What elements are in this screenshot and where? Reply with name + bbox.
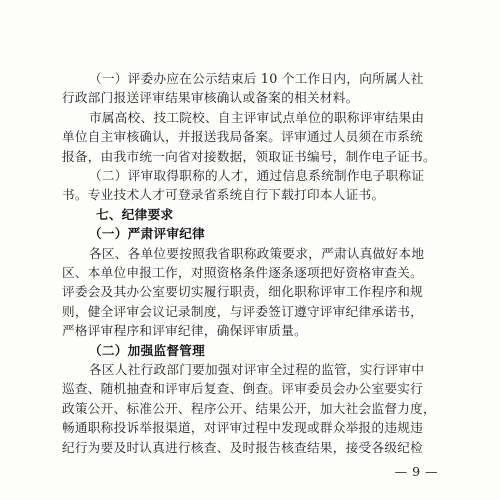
- subsection-heading-supervision: （二）加强监督管理: [89, 342, 206, 358]
- page-number: — 9 —: [394, 464, 438, 479]
- text-line: 纪行为要及时认真进行核查、及时报告核查结果，接受各级纪检: [62, 439, 424, 455]
- text-line: （二）评审取得职称的人才，通过信息系统制作电子职称证: [89, 168, 425, 183]
- text-line: 市属高校、技工院校、自主评审试点单位的职称评审结果由: [89, 109, 425, 125]
- text-line: 政策公开、标准公开、程序公开、结果公开，加大社会监督力度，: [62, 400, 436, 416]
- text-line: 书。专业技术人才可登录省系统自行下载打印本人证书。: [62, 187, 385, 203]
- text-line: 畅通职称投诉举报渠道，对评审过程中发现或群众举报的违规违: [62, 420, 424, 436]
- text-line: 单位自主审核确认，并报送我局备案。评审通过人员须在市系统: [62, 129, 424, 145]
- subsection-heading-review-discipline: （一）严肃评审纪律: [89, 226, 206, 242]
- text-line: 各区人社行政部门要加强对评审全过程的监管，实行评审中: [89, 362, 425, 377]
- text-line: 各区、各单位要按照我省职称政策要求，严肃认真做好本地: [89, 245, 425, 261]
- text-line: 报备，由我市统一向省对接数据，领取证书编号，制作电子证书。: [62, 148, 436, 164]
- text-line: 严格评审程序和评审纪律，确保评审质量。: [62, 323, 307, 339]
- section-heading-discipline: 七、纪律要求: [96, 206, 174, 222]
- text-line: 区、本单位申报工作，对照资格条件逐条逐项把好资格审查关。: [62, 265, 424, 280]
- text-line: 行政部门报送评审结果审核确认或备案的相关材料。: [62, 90, 359, 106]
- text-line: 巡查、随机抽查和评审后复查、倒查。评审委员会办公室要实行: [62, 381, 424, 397]
- text-line: 则，健全评审会议记录制度，与评委签订遵守评审纪律承诺书，: [62, 303, 424, 319]
- text-line: 评委会及其办公室要切实履行职责，细化职称评审工作程序和规: [62, 284, 424, 300]
- text-line: （一）评委办应在公示结束后 10 个工作日内，向所属人社: [89, 71, 424, 86]
